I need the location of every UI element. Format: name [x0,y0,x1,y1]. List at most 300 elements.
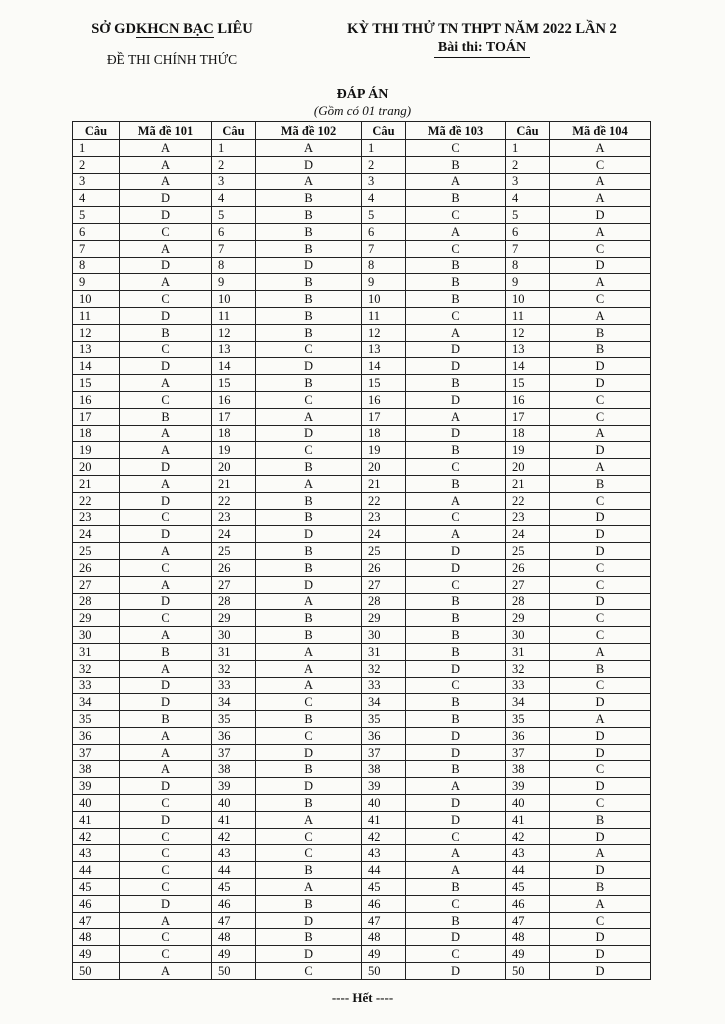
question-number: 37 [506,744,550,761]
question-number: 50 [73,963,120,980]
table-row [73,845,651,862]
question-number: 5 [73,207,120,224]
question-number: 41 [212,811,256,828]
table-row [73,576,651,593]
question-number: 10 [362,291,406,308]
question-number: 37 [73,744,120,761]
question-number: 33 [73,677,120,694]
answer-cell: B [550,879,651,896]
table-row [73,257,651,274]
question-number: 47 [362,912,406,929]
answer-cell: D [120,307,212,324]
question-number: 38 [73,761,120,778]
answer-cell: B [120,643,212,660]
question-number: 25 [212,543,256,560]
question-number: 40 [362,795,406,812]
table-row [73,156,651,173]
answer-cell: C [120,341,212,358]
question-number: 36 [506,727,550,744]
answer-cell: B [406,291,506,308]
answer-cell: A [406,778,506,795]
answer-cell: D [550,593,651,610]
answer-cell: C [550,408,651,425]
question-number: 36 [212,727,256,744]
answer-cell: D [120,207,212,224]
answer-cell: D [256,744,362,761]
answer-cell: D [120,358,212,375]
question-number: 27 [362,576,406,593]
answer-cell: C [550,761,651,778]
question-number: 21 [362,475,406,492]
answer-cell: C [406,459,506,476]
column-header: Mã đề 101 [120,122,212,140]
question-number: 47 [212,912,256,929]
table-row [73,291,651,308]
answer-cell: D [120,778,212,795]
answer-cell: D [120,811,212,828]
answer-cell: C [120,223,212,240]
answer-cell: D [256,358,362,375]
answer-cell: A [550,274,651,291]
answer-cell: B [256,509,362,526]
question-number: 35 [73,711,120,728]
question-number: 49 [73,946,120,963]
question-number: 19 [506,442,550,459]
answer-cell: D [550,207,651,224]
answer-cell: B [550,341,651,358]
question-number: 4 [73,190,120,207]
question-number: 29 [73,610,120,627]
question-number: 30 [73,627,120,644]
answer-cell: C [256,341,362,358]
org-name-part: SỞ GD [91,21,136,37]
question-number: 48 [73,929,120,946]
answer-cell: B [256,610,362,627]
question-number: 39 [73,778,120,795]
answer-cell: D [406,341,506,358]
question-number: 42 [73,828,120,845]
answer-cell: B [550,324,651,341]
question-number: 34 [362,694,406,711]
answer-cell: D [550,828,651,845]
answer-cell: D [120,593,212,610]
table-row [73,207,651,224]
question-number: 1 [212,140,256,157]
question-number: 19 [212,442,256,459]
answer-cell: A [550,845,651,862]
answer-cell: D [406,929,506,946]
table-row [73,425,651,442]
question-number: 35 [212,711,256,728]
question-number: 31 [212,643,256,660]
question-number: 23 [506,509,550,526]
question-number: 30 [506,627,550,644]
question-number: 35 [362,711,406,728]
question-number: 38 [212,761,256,778]
question-number: 46 [506,895,550,912]
header-row [73,122,651,140]
answer-cell: D [120,492,212,509]
question-number: 3 [362,173,406,190]
table-row [73,190,651,207]
answer-cell: D [256,156,362,173]
question-number: 28 [212,593,256,610]
answer-cell: C [550,576,651,593]
question-number: 32 [362,660,406,677]
question-number: 47 [506,912,550,929]
question-number: 10 [73,291,120,308]
question-number: 20 [73,459,120,476]
answer-cell: B [550,475,651,492]
question-number: 31 [506,643,550,660]
answer-cell: A [406,845,506,862]
question-number: 47 [73,912,120,929]
table-row [73,307,651,324]
question-number: 42 [362,828,406,845]
answer-cell: C [550,912,651,929]
table-row [73,660,651,677]
question-number: 36 [73,727,120,744]
question-number: 41 [73,811,120,828]
answer-cell: A [256,408,362,425]
answer-cell: A [120,425,212,442]
question-number: 9 [212,274,256,291]
table-row [73,223,651,240]
question-number: 20 [212,459,256,476]
question-number: 15 [362,375,406,392]
question-number: 8 [506,257,550,274]
question-number: 32 [506,660,550,677]
question-number: 50 [362,963,406,980]
answer-cell: A [120,761,212,778]
answer-cell: D [550,929,651,946]
question-number: 26 [362,559,406,576]
table-row [73,324,651,341]
answer-cell: B [406,627,506,644]
question-number: 21 [212,475,256,492]
column-header: Câu [506,122,550,140]
answer-cell: A [256,173,362,190]
answer-cell: C [406,946,506,963]
answer-cell: A [120,912,212,929]
question-number: 26 [212,559,256,576]
table-row [73,459,651,476]
question-number: 30 [212,627,256,644]
question-number: 17 [362,408,406,425]
question-number: 46 [362,895,406,912]
answer-cell: C [256,442,362,459]
question-number: 22 [73,492,120,509]
answer-cell: A [256,677,362,694]
answer-cell: D [256,778,362,795]
table-row [73,795,651,812]
question-number: 16 [73,391,120,408]
header-left [72,20,272,68]
end-marker: ---- Hết ---- [331,990,394,1005]
question-number: 18 [362,425,406,442]
question-number: 21 [73,475,120,492]
answer-cell: A [120,274,212,291]
answer-cell: A [120,543,212,560]
answer-cell: B [406,257,506,274]
question-number: 40 [506,795,550,812]
answer-cell: A [256,140,362,157]
answer-cell: C [120,862,212,879]
answer-cell: D [550,946,651,963]
question-number: 45 [506,879,550,896]
answer-cell: A [550,711,651,728]
question-number: 37 [212,744,256,761]
question-number: 29 [362,610,406,627]
table-row [73,408,651,425]
answer-cell: D [406,543,506,560]
answer-cell: B [406,190,506,207]
answer-cell: A [120,627,212,644]
question-number: 11 [73,307,120,324]
question-number: 24 [506,526,550,543]
question-number: 23 [73,509,120,526]
table-row [73,744,651,761]
question-number: 26 [506,559,550,576]
question-number: 8 [73,257,120,274]
answer-cell: C [256,845,362,862]
answer-cell: B [406,879,506,896]
answer-cell: D [120,895,212,912]
answer-cell: C [120,509,212,526]
table-row [73,610,651,627]
answer-cell: B [406,442,506,459]
question-number: 3 [506,173,550,190]
answer-cell: D [550,375,651,392]
answer-cell: B [406,711,506,728]
answer-cell: D [120,459,212,476]
question-number: 39 [362,778,406,795]
answer-cell: C [406,207,506,224]
answer-cell: A [256,593,362,610]
answer-cell: C [550,627,651,644]
answer-cell: B [120,324,212,341]
answer-cell: C [406,828,506,845]
answer-cell: C [406,240,506,257]
question-number: 1 [73,140,120,157]
answer-cell: B [256,929,362,946]
answer-cell: C [120,828,212,845]
question-number: 43 [212,845,256,862]
answer-cell: D [406,963,506,980]
answer-cell: B [256,375,362,392]
question-number: 8 [362,257,406,274]
answer-cell: C [550,391,651,408]
answer-cell: A [120,156,212,173]
table-row [73,475,651,492]
question-number: 13 [212,341,256,358]
answer-cell: C [256,391,362,408]
answer-cell: B [550,811,651,828]
question-number: 27 [73,576,120,593]
answer-cell: A [406,408,506,425]
question-number: 17 [73,408,120,425]
page-subtitle: (Gồm có 01 trang) [313,103,412,118]
answer-cell: B [406,593,506,610]
question-number: 46 [212,895,256,912]
answer-cell: D [406,744,506,761]
answer-cell: D [256,257,362,274]
question-number: 11 [506,307,550,324]
question-number: 11 [212,307,256,324]
question-number: 50 [506,963,550,980]
question-number: 19 [73,442,120,459]
answer-cell: C [406,140,506,157]
question-number: 23 [212,509,256,526]
question-number: 12 [212,324,256,341]
table-row [73,341,651,358]
question-number: 27 [506,576,550,593]
question-number: 29 [506,610,550,627]
answer-cell: A [120,963,212,980]
question-number: 34 [73,694,120,711]
question-number: 20 [362,459,406,476]
question-number: 17 [212,408,256,425]
answer-cell: B [256,274,362,291]
question-number: 9 [73,274,120,291]
answer-cell: C [120,391,212,408]
question-number: 49 [362,946,406,963]
answer-cell: C [256,963,362,980]
question-number: 12 [362,324,406,341]
answer-cell: A [120,576,212,593]
question-number: 16 [506,391,550,408]
answer-cell: C [550,291,651,308]
question-number: 24 [73,526,120,543]
question-number: 6 [212,223,256,240]
answer-table-body [73,140,651,980]
answer-cell: D [120,526,212,543]
exam-type: ĐỀ THI CHÍNH THỨC [106,52,238,67]
question-number: 15 [506,375,550,392]
answer-cell: D [406,811,506,828]
question-number: 50 [212,963,256,980]
answer-cell: B [406,694,506,711]
question-number: 44 [506,862,550,879]
question-number: 2 [506,156,550,173]
question-number: 12 [506,324,550,341]
answer-cell: D [256,576,362,593]
answer-cell: D [550,543,651,560]
answer-cell: D [406,425,506,442]
question-number: 16 [212,391,256,408]
question-number: 40 [73,795,120,812]
table-row [73,391,651,408]
question-number: 1 [362,140,406,157]
column-header: Câu [362,122,406,140]
table-row [73,442,651,459]
question-number: 37 [362,744,406,761]
question-number: 3 [73,173,120,190]
question-number: 32 [212,660,256,677]
question-number: 38 [362,761,406,778]
answer-cell: B [256,862,362,879]
answer-cell: C [256,828,362,845]
question-number: 13 [73,341,120,358]
answer-cell: A [256,475,362,492]
answer-cell: B [256,324,362,341]
question-number: 38 [506,761,550,778]
table-row [73,778,651,795]
organization-name [72,20,272,38]
answer-cell: B [256,207,362,224]
table-row [73,274,651,291]
question-number: 13 [362,341,406,358]
answer-cell: D [550,509,651,526]
question-number: 28 [362,593,406,610]
answer-cell: C [550,610,651,627]
answer-cell: D [550,862,651,879]
answer-cell: D [120,190,212,207]
table-row [73,929,651,946]
question-number: 41 [362,811,406,828]
question-number: 42 [212,828,256,845]
column-header: Câu [212,122,256,140]
question-number: 18 [506,425,550,442]
answer-cell: B [256,627,362,644]
answer-cell: B [550,660,651,677]
table-row [73,509,651,526]
org-name-part: LIÊU [213,21,253,37]
question-number: 6 [506,223,550,240]
answer-cell: D [256,526,362,543]
table-row [73,895,651,912]
answer-cell: A [120,727,212,744]
answer-cell: A [550,140,651,157]
table-row [73,761,651,778]
question-number: 44 [212,862,256,879]
answer-cell: B [256,307,362,324]
answer-cell: B [406,643,506,660]
question-number: 9 [506,274,550,291]
answer-cell: A [550,173,651,190]
answer-cell: B [120,711,212,728]
table-row [73,862,651,879]
answer-cell: C [550,240,651,257]
question-number: 23 [362,509,406,526]
question-number: 7 [212,240,256,257]
question-number: 16 [362,391,406,408]
table-row [73,643,651,660]
answer-cell: C [550,795,651,812]
question-number: 33 [212,677,256,694]
question-number: 4 [362,190,406,207]
question-number: 13 [506,341,550,358]
answer-cell: D [120,677,212,694]
question-number: 5 [362,207,406,224]
column-header: Mã đề 102 [256,122,362,140]
question-number: 7 [362,240,406,257]
question-number: 2 [362,156,406,173]
answer-cell: A [120,375,212,392]
question-number: 5 [506,207,550,224]
question-number: 36 [362,727,406,744]
question-number: 45 [73,879,120,896]
question-number: 45 [362,879,406,896]
question-number: 14 [362,358,406,375]
answer-cell: B [256,492,362,509]
question-number: 32 [73,660,120,677]
answer-cell: C [120,929,212,946]
answer-cell: D [120,257,212,274]
answer-cell: A [550,190,651,207]
table-row [73,828,651,845]
table-row [73,240,651,257]
